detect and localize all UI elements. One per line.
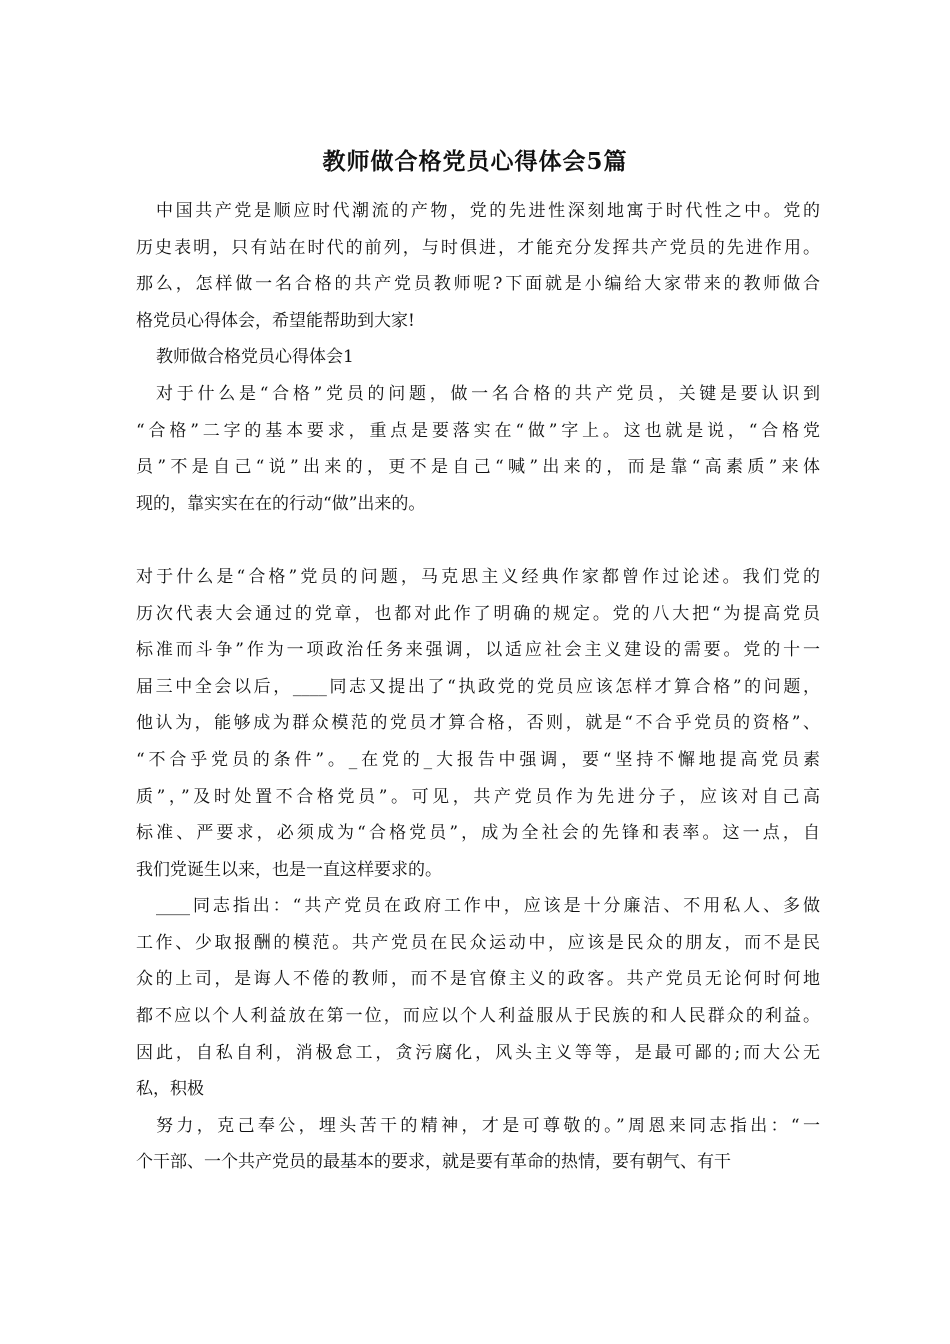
text-line: 届三中全会以后，____同志又提出了“执政党的党员应该怎样才算合格”的问题， xyxy=(136,676,820,697)
text-line: 对于什么是“合格”党员的问题，马克思主义经典作家都曾作过论述。我们党的 xyxy=(136,566,820,587)
text-line: 我们党诞生以来，也是一直这样要求的。 xyxy=(136,859,442,880)
paragraph-gap xyxy=(136,522,820,559)
text-line: 因此，自私自利，消极怠工，贪污腐化，风头主义等等，是最可鄙的;而大公无 xyxy=(136,1042,820,1063)
text-line: 那么，怎样做一名合格的共产党员教师呢?下面就是小编给大家带来的教师做合 xyxy=(136,274,820,295)
text-line: 标准而斗争”作为一项政治任务来强调，以适应社会主义建设的需要。党的十一 xyxy=(136,640,820,661)
text-line: 历史表明，只有站在时代的前列，与时俱进，才能充分发挥共产党员的先进作用。 xyxy=(136,237,820,258)
text-line: 对于什么是“合格”党员的问题，做一名合格的共产党员，关键是要认识到 xyxy=(156,383,820,404)
document-title: 教师做合格党员心得体会5篇 xyxy=(322,148,628,175)
text-line: 工作、少取报酬的模范。共产党员在民众运动中，应该是民众的朋友，而不是民 xyxy=(136,932,820,953)
text-line: 质”，”及时处置不合格党员”。可见，共产党员作为先进分子，应该对自己高 xyxy=(136,786,820,807)
paragraph xyxy=(136,193,820,339)
text-line: 众的上司，是诲人不倦的教师，而不是官僚主义的政客。共产党员无论何时何地 xyxy=(136,969,820,990)
text-line: 员”不是自己“说”出来的，更不是自己“喊”出来的，而是靠“高素质”来体 xyxy=(136,457,820,478)
text-line: 格党员心得体会，希望能帮助到大家! xyxy=(136,310,415,331)
text-line: 努力，克己奉公，埋头苦干的精神，才是可尊敬的。”周恩来同志指出：“一 xyxy=(156,1115,820,1136)
document-body xyxy=(136,193,820,1181)
text-line: 现的，靠实实在在的行动“做”出来的。 xyxy=(136,493,426,514)
paragraph xyxy=(136,339,820,376)
text-line: 个干部、一个共产党员的最基本的要求，就是要有革命的热情，要有朝气、有干 xyxy=(136,1152,731,1173)
paragraph xyxy=(136,559,820,888)
paragraph xyxy=(136,1108,820,1181)
text-line: 中国共产党是顺应时代潮流的产物，党的先进性深刻地寓于时代性之中。党的 xyxy=(156,201,820,221)
text-line: 都不应以个人利益放在第一位，而应以个人利益服从于民族的和人民群众的利益。 xyxy=(136,1006,820,1027)
text-line: 私，积极 xyxy=(136,1079,204,1100)
text-line: 历次代表大会通过的党章，也都对此作了明确的规定。党的八大把“为提高党员 xyxy=(136,603,820,624)
text-line: 教师做合格党员心得体会1 xyxy=(156,347,354,368)
text-line: 标准、严要求，必须成为“合格党员”，成为全社会的先锋和表率。这一点，自 xyxy=(136,823,820,844)
text-line: “不合乎党员的条件”。_在党的_大报告中强调，要“坚持不懈地提高党员素 xyxy=(136,749,820,770)
text-line: ____同志指出：“共产党员在政府工作中，应该是十分廉洁、不用私人、多做 xyxy=(156,896,820,917)
paragraph xyxy=(136,376,820,522)
text-line: “合格”二字的基本要求，重点是要落实在“做”字上。这也就是说，“合格党 xyxy=(136,420,820,441)
paragraph xyxy=(136,888,820,1108)
text-line: 他认为，能够成为群众模范的党员才算合格，否则，就是“不合乎党员的资格”、 xyxy=(136,713,820,734)
